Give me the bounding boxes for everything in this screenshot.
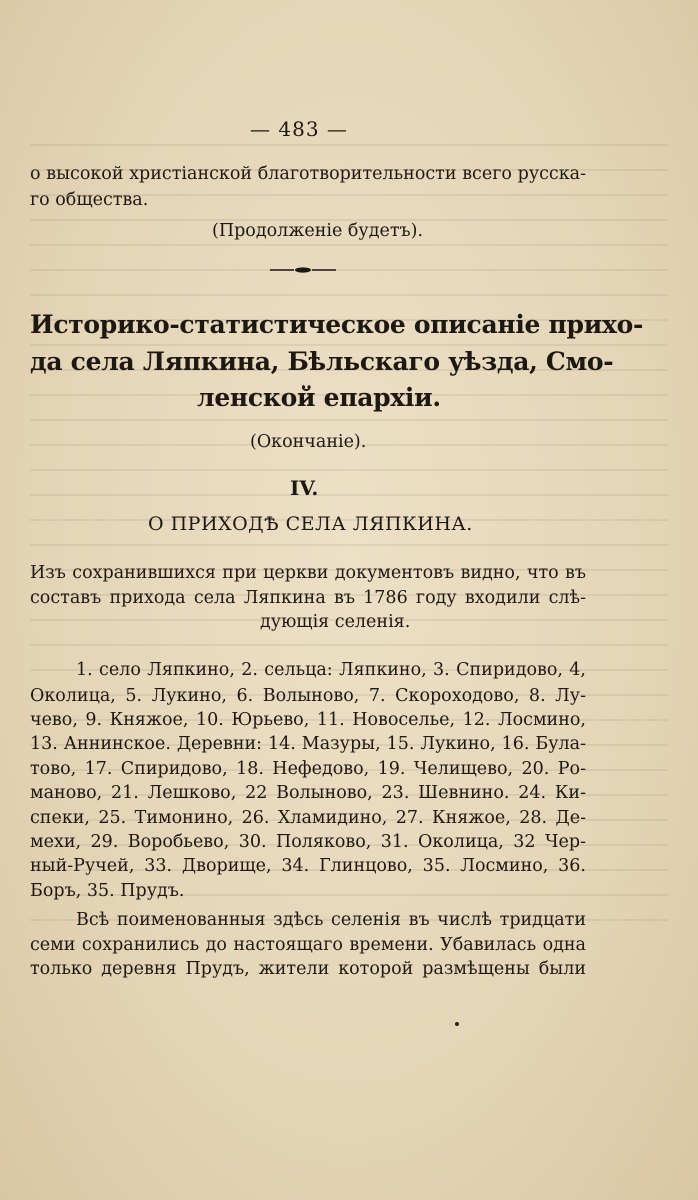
- page-number: — 483 —: [250, 117, 348, 141]
- text-line: мехи, 29. Воробьево, 30. Поляково, 31. Околица, 32 Чер-: [30, 832, 586, 852]
- text-line: Изъ сохранившихся при церкви документовъ видно, что въ: [30, 563, 586, 583]
- text-line: спеки, 25. Тимонино, 26. Хламидино, 27. Княжое, 28. Де-: [30, 808, 586, 828]
- section-title: О ПРИХОДѢ СЕЛА ЛЯПКИНА.: [148, 513, 473, 535]
- text-line: ный-Ручей, 33. Дворище, 34. Глинцово, 35. Лосмино, 36.: [30, 856, 586, 876]
- text-line: только деревня Прудъ, жители которой размѣщены были: [30, 959, 586, 979]
- text-line: составъ прихода села Ляпкина въ 1786 году входили слѣ-: [30, 588, 586, 608]
- text-line: 1. село Ляпкино, 2. сельца: Ляпкино, 3. Спиридово, 4,: [76, 660, 586, 680]
- ornamental-divider: [270, 266, 336, 274]
- text-line: маново, 21. Лешково, 22 Волыново, 23. Шевнино. 24. Ки-: [30, 783, 586, 803]
- article-title-line-1: Историко-статистическое описаніе прихо-: [30, 310, 644, 339]
- article-title-line-3: ленской епархіи.: [197, 383, 441, 412]
- section-number: IV.: [290, 476, 319, 500]
- ink-spot: [455, 1022, 459, 1026]
- continued-note: (Продолженіе будетъ).: [212, 221, 424, 241]
- text-line: Околица, 5. Лукино, 6. Волыново, 7. Скороходово, 8. Лу-: [30, 686, 586, 706]
- text-line: тово, 17. Спиридово, 18. Нефедово, 19. Челищево, 20. Ро-: [30, 759, 586, 779]
- ending-note: (Окончаніе).: [250, 432, 367, 452]
- text-line: дующія селенія.: [260, 612, 411, 632]
- article-title-line-2: да села Ляпкина, Бѣльскаго уѣзда, Смо-: [30, 347, 614, 376]
- text-line: Боръ, 35. Прудъ.: [30, 881, 185, 901]
- text-line: го общества.: [30, 190, 149, 210]
- text-line: чево, 9. Княжое, 10. Юрьево, 11. Новоселье, 12. Лосмино,: [30, 710, 586, 730]
- text-line: 13. Аннинское. Деревни: 14. Мазуры, 15. Лукино, 16. Була-: [30, 734, 586, 754]
- text-line: Всѣ поименованныя здѣсь селенія въ числѣ тридцати: [76, 910, 586, 930]
- text-line: о высокой христіанской благотворительности всего русска-: [30, 164, 586, 184]
- text-line: семи сохранились до настоящаго времени. Убавилась одна: [30, 935, 586, 955]
